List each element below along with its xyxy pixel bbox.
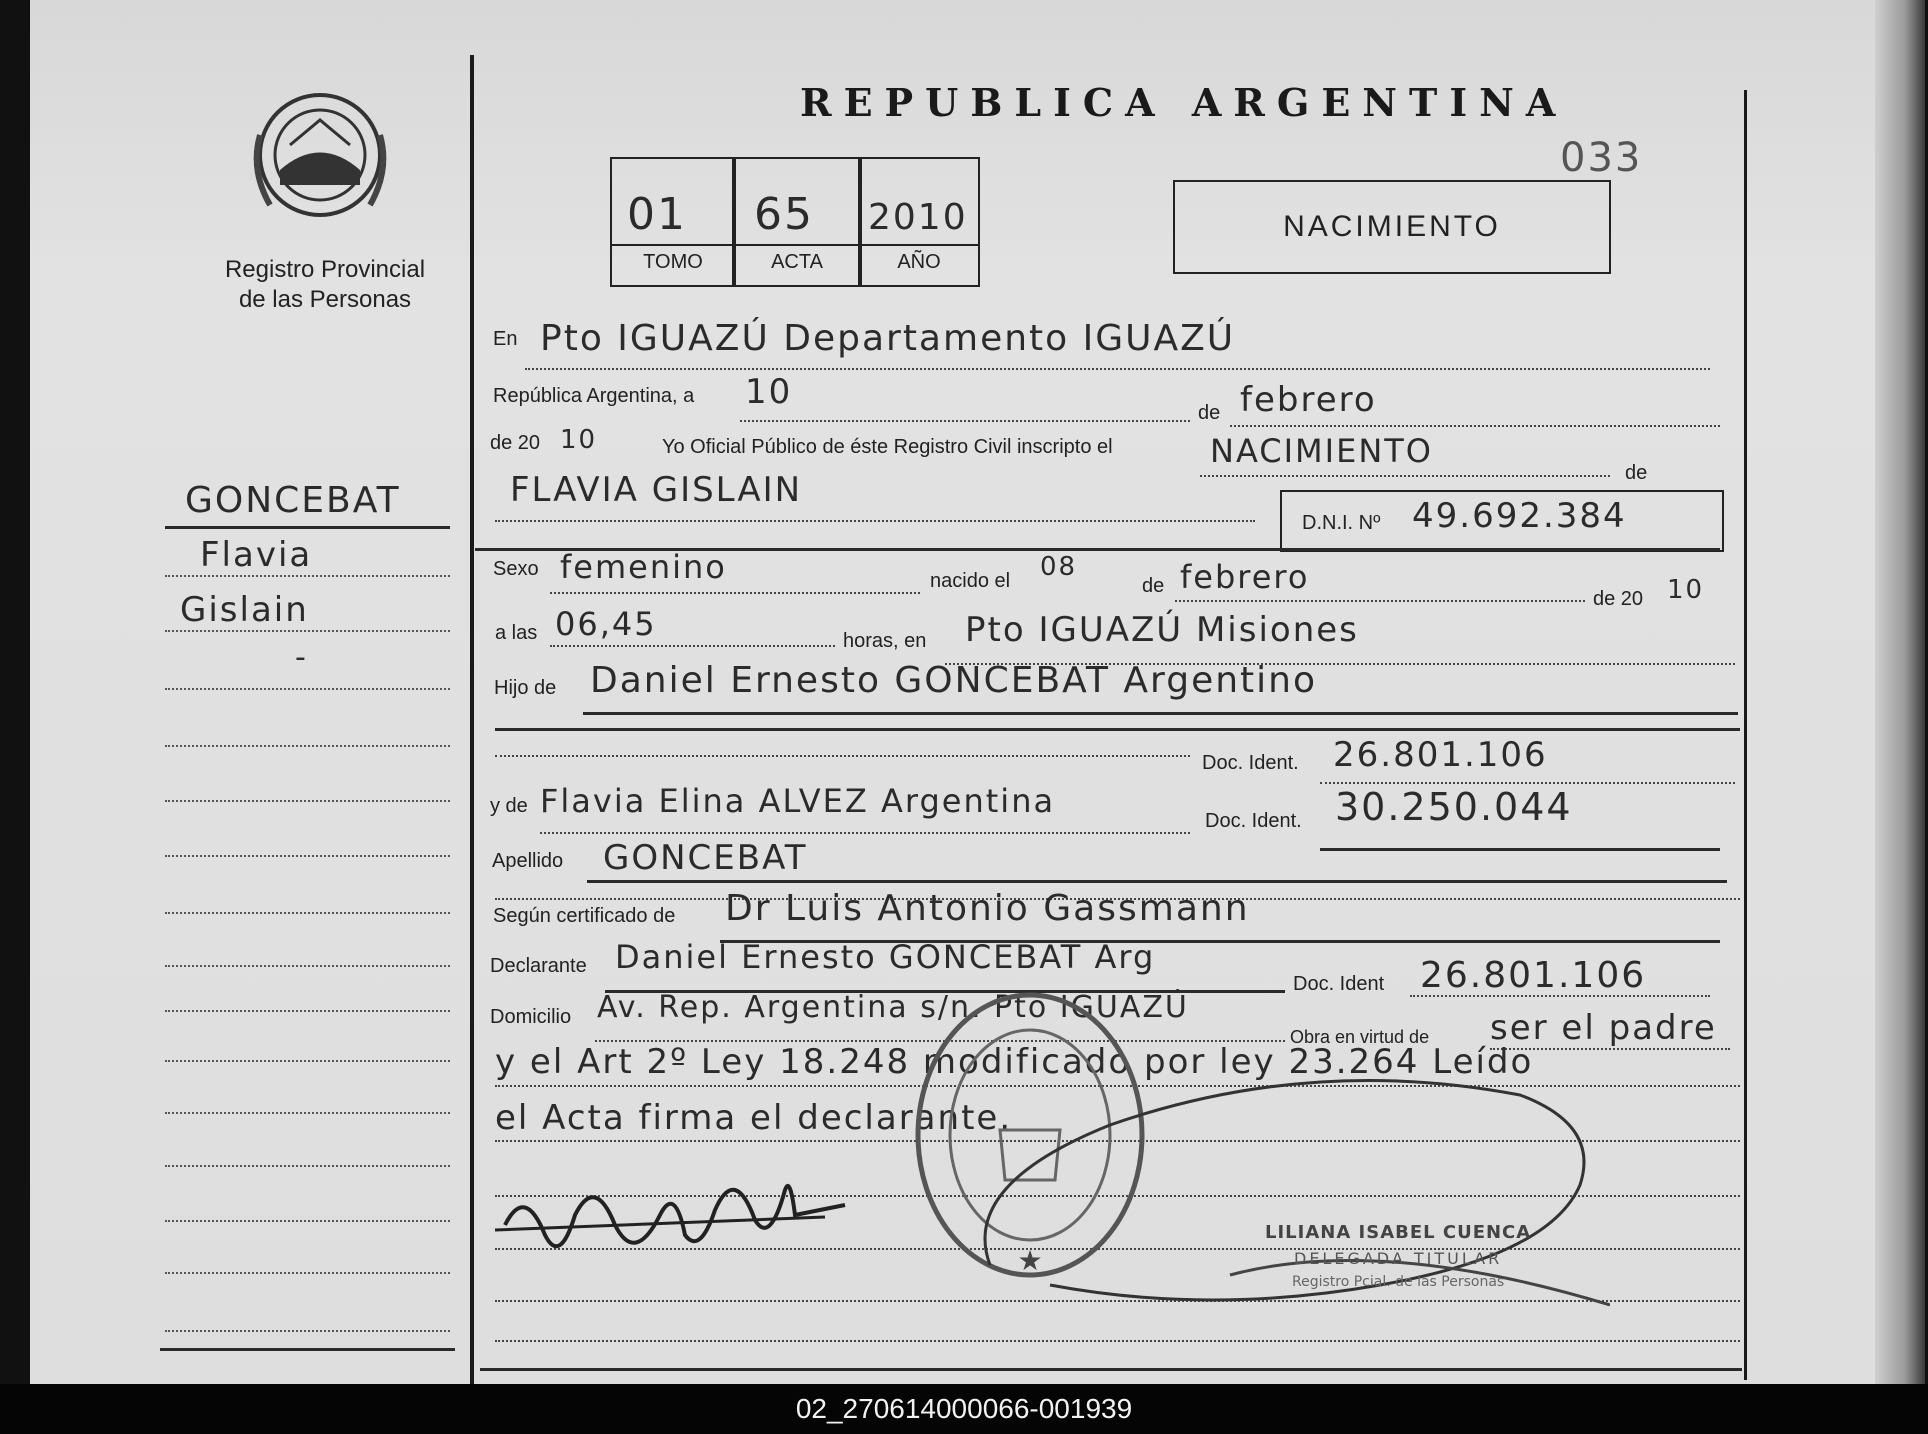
- registry-name: [205, 255, 445, 315]
- registry-name-line1: Registro Provincial: [224, 256, 426, 283]
- page-number: 033: [1560, 135, 1643, 181]
- acta-value: 65: [754, 189, 814, 240]
- rep-month: febrero: [1240, 380, 1377, 420]
- anio-cell: [858, 157, 980, 287]
- segun-value: Dr Luis Antonio Gassmann: [725, 888, 1250, 929]
- madre-doc: 30.250.044: [1335, 785, 1573, 829]
- declarante-value: Daniel Ernesto GONCEBAT Arg: [615, 938, 1156, 976]
- padre-value: Daniel Ernesto GONCEBAT Argentino: [590, 660, 1317, 701]
- domicilio-label: Domicilio: [490, 1006, 572, 1028]
- continuation-line2: el Acta firma el declarante.: [495, 1098, 1013, 1138]
- dni-box: [1280, 490, 1724, 552]
- acta-label: ACTA: [771, 251, 823, 273]
- paper-edge: [1875, 0, 1925, 1384]
- madre-value: Flavia Elina ALVEZ Argentina: [540, 782, 1056, 820]
- sidebar-dash: -: [295, 640, 308, 675]
- rep-label: República Argentina, a: [493, 385, 695, 407]
- declarante-doc: 26.801.106: [1420, 955, 1647, 996]
- stamp-line1: LILIANA ISABEL CUENCA: [1265, 1222, 1532, 1243]
- tomo-cell: [610, 157, 736, 287]
- declarante-doc-label: Doc. Ident: [1293, 973, 1385, 995]
- declarant-signature-icon: [485, 1155, 855, 1275]
- en-label: En: [493, 328, 518, 350]
- padre-doc-label: Doc. Ident.: [1202, 752, 1299, 774]
- record-type-box: [1173, 180, 1611, 274]
- domicilio-value: Av. Rep. Argentina s/n. Pto IGUAZÚ: [597, 990, 1189, 1025]
- nacido-month: febrero: [1180, 558, 1310, 596]
- apellido-value: GONCEBAT: [603, 838, 808, 878]
- dni-label: D.N.I. Nº: [1302, 512, 1381, 534]
- sidebar-given2: Gislain: [180, 590, 309, 630]
- nacido-day: 08: [1040, 552, 1078, 582]
- rep-de-label: de: [1198, 402, 1221, 424]
- oficial-label: Yo Oficial Público de éste Registro Civil inscripto el: [662, 436, 1113, 458]
- record-box: [610, 157, 980, 287]
- hora-value: 06,45: [555, 605, 657, 643]
- padre-doc: 26.801.106: [1333, 735, 1548, 775]
- nacido-label: nacido el: [930, 570, 1011, 592]
- nacido-year: 10: [1667, 575, 1705, 605]
- apellido-label: Apellido: [492, 850, 564, 872]
- inscripto-value: NACIMIENTO: [1210, 432, 1433, 470]
- sexo-value: femenino: [560, 548, 727, 586]
- svg-text:★: ★: [1017, 1244, 1043, 1277]
- continuation-line1: y el Art 2º Ley 18.248 modificado por ley 23.264 Leído: [495, 1042, 1534, 1082]
- year-prefix: de 20: [490, 432, 541, 454]
- page-title: REPUBLICA ARGENTINA: [800, 80, 1568, 125]
- official-stamp-text: [1265, 1222, 1531, 1290]
- scan-code-bar: [0, 1384, 1928, 1434]
- rep-day: 10: [745, 372, 793, 412]
- registry-name-line2: de las Personas: [238, 286, 412, 313]
- sidebar-given1: Flavia: [200, 535, 313, 575]
- obra-value: ser el padre: [1490, 1008, 1717, 1048]
- stamp-line3: Registro Pcial. de las Personas: [1291, 1274, 1505, 1290]
- child-name: FLAVIA GISLAIN: [510, 470, 803, 510]
- horas-label: horas, en: [843, 630, 927, 652]
- scan-code: 02_270614000066-001939: [795, 1393, 1133, 1424]
- anio-value: 2010: [868, 197, 968, 238]
- inscripto-de-label: de: [1625, 462, 1648, 484]
- right-border: [1744, 90, 1747, 1380]
- acta-cell: [732, 157, 862, 287]
- anio-label: AÑO: [897, 251, 941, 273]
- dni-value: 49.692.384: [1412, 496, 1627, 536]
- alas-label: a las: [495, 622, 538, 644]
- hijo-label: Hijo de: [494, 677, 557, 699]
- stamp-line2: DELEGADA TITULAR: [1294, 1249, 1503, 1268]
- column-separator: [470, 55, 474, 1385]
- declarante-label: Declarante: [490, 955, 587, 977]
- year-value: 10: [560, 425, 598, 455]
- segun-label: Según certificado de: [493, 905, 676, 927]
- lugar-value: Pto IGUAZÚ Misiones: [965, 610, 1359, 650]
- yde-label: y de: [490, 795, 528, 817]
- nacido-de-label: de: [1142, 575, 1165, 597]
- tomo-label: TOMO: [643, 251, 703, 273]
- en-value: Pto IGUAZÚ Departamento IGUAZÚ: [540, 318, 1236, 359]
- nacido-year-prefix: de 20: [1593, 588, 1644, 610]
- sexo-label: Sexo: [493, 558, 539, 580]
- tomo-value: 01: [627, 189, 687, 240]
- record-type-label: NACIMIENTO: [1283, 210, 1501, 243]
- obra-label: Obra en virtud de: [1290, 1027, 1430, 1047]
- sidebar-surname: GONCEBAT: [185, 480, 401, 521]
- madre-doc-label: Doc. Ident.: [1205, 810, 1302, 832]
- province-seal-icon: [245, 75, 395, 235]
